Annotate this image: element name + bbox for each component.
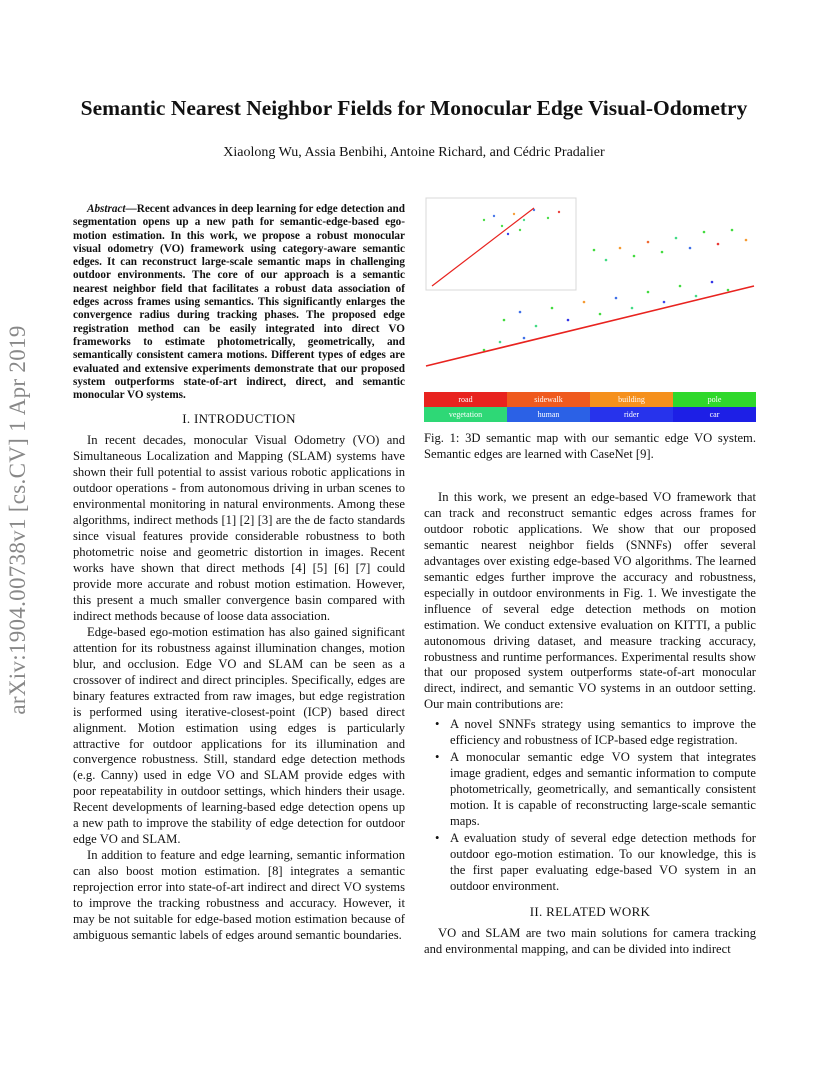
body-paragraph: In this work, we present an edge-based VO framework that can track and reconstruct semantic edges across frames for outdoor robotic applications. We show that our proposed semantic nearest neighbor fields (SNNFs) offer several advantages over existing edge-based VO algorithms. The learned semantic edges further improve the accuracy and robustness, especially in outdoor environments in Fig. 1. We investigate the influence of several edge detection methods on motion estimation. We conduct extensive evaluation on KITTI, a public autonomous driving dataset, and measure tracking accuracy, robustness and runtime performances. Experimental results show that our proposed system outperforms state-of-art monocular direct, indirect, and semantic VO systems in an outdoor setting. Our main contributions are: (424, 490, 756, 712)
list-item: • A evaluation study of several edge detection methods for outdoor ego-motion estimation. To our knowledge, this is the first paper evaluating edge-based VO system in an outdoor environment. (424, 831, 756, 895)
abstract-label: Abstract (87, 203, 126, 215)
figure-caption: Fig. 1: 3D semantic map with our semantic edge VO system. Semantic edges are learned with CaseNet [9]. (424, 431, 756, 461)
legend-human: human (507, 407, 590, 422)
legend-building: building (590, 392, 673, 407)
legend-pole: pole (673, 392, 756, 407)
legend-rider: rider (590, 407, 673, 422)
legend-car: car (673, 407, 756, 422)
abstract (73, 203, 405, 402)
legend-sidewalk: sidewalk (507, 392, 590, 407)
section-heading-related-work: II. RELATED WORK (529, 903, 651, 919)
legend-road: road (424, 392, 507, 407)
author-list: Xiaolong Wu, Assia Benbihi, Antoine Richard, and Cédric Pradalier (223, 145, 605, 160)
contribution-list (424, 717, 756, 894)
intro-paragraph: In addition to feature and edge learning, semantic information can also boost motion estimation. [8] integrates a semantic reprojection error into state-of-art indirect and direct VO systems to improve the tracking robustness and accuracy. However, it may be not suitable for edge-based motion estimation because of ambiguous semantic labels of edges around semantic boundaries. (73, 848, 405, 942)
list-item: • A novel SNNFs strategy using semantics to improve the efficiency and robustness of ICP-based edge registration. (424, 717, 756, 749)
class-legend (424, 392, 756, 422)
list-item: • A monocular semantic edge VO system that integrates image gradient, edges and semantic information to compute photometrically, geometrically, and semantically consistent motion. It is capable of reconstructing large-scale semantic maps. (424, 750, 756, 830)
semantic-map-image (424, 190, 756, 390)
intro-paragraph: Edge-based ego-motion estimation has also gained significant attention for its robustness against illumination changes, motion blur, and occlusion. Edge VO and SLAM can be seen as a crossover of indirect and direct principles. Specifically, edges are binary features extracted from raw images, but edge registration is performed using iterative-closest-point (ICP) based direct alignment. Motion estimation using edges is particularly attractive for outdoor applications for its illumination and convergence robustness. Still, standard edge detection methods (e.g. Canny) used in edge VO and SLAM provide edges with poor repeatability in outdoor settings, which hinders their usage. Recent developments of learning-based edge detection opens up a new path to improve the stability of edge detection for outdoor edge VO and SLAM. (73, 624, 405, 847)
section-heading-introduction: I. INTRODUCTION (182, 411, 296, 427)
abstract-dash: — (125, 203, 137, 215)
abstract-text: Recent advances in deep learning for edge detection and segmentation opens up a new path for semantic-edge-based ego-motion estimation. In this work, we propose a robust monocular visual odometry (VO) framework using category-aware semantic edges. It can reconstruct large-scale semantic maps in challenging outdoor environments. The core of our approach is a semantic nearest neighbor field that facilitates a robust data association of edges across frames using semantics. This significantly enlarges the convergence radius during tracking phases. The proposed edge registration method can be easily integrated into direct VO frameworks to estimate photometrically, geometrically, and semantically consistent camera motions. Different types of edges are evaluated and extensive experiments demonstrate that our proposed system outperforms state-of-art indirect, direct, and semantic monocular VO systems. (73, 203, 405, 402)
arxiv-identifier: arXiv:1904.00738v1 [cs.CV] 1 Apr 2019 (5, 325, 30, 715)
left-column (73, 203, 405, 944)
figure-semantic-map (424, 190, 756, 422)
right-column (424, 190, 756, 958)
intro-paragraph: In recent decades, monocular Visual Odometry (VO) and Simultaneous Localization and Mapping (SLAM) systems have shown their full potential to assist various robotic applications in outdoor operations - from autonomous driving in urban scenes to environmental monitoring in natural environments. Among these algorithms, indirect methods [1] [2] [3] are the de facto standards since visual features provide considerable robustness to both photometric noise and geometric distortion in images. Recent works have shown that direct methods [4] [5] [6] [7] could provide more accurate and robust motion estimation. However, this present a much smaller convergence basin compared with indirect methods because of loose data association. (73, 433, 405, 623)
legend-vegetation: vegetation (424, 407, 507, 422)
paper-title: Semantic Nearest Neighbor Fields for Monocular Edge Visual-Odometry (80, 96, 748, 120)
related-paragraph: VO and SLAM are two main solutions for camera tracking and environmental mapping, and can be divided into indirect (424, 925, 756, 956)
